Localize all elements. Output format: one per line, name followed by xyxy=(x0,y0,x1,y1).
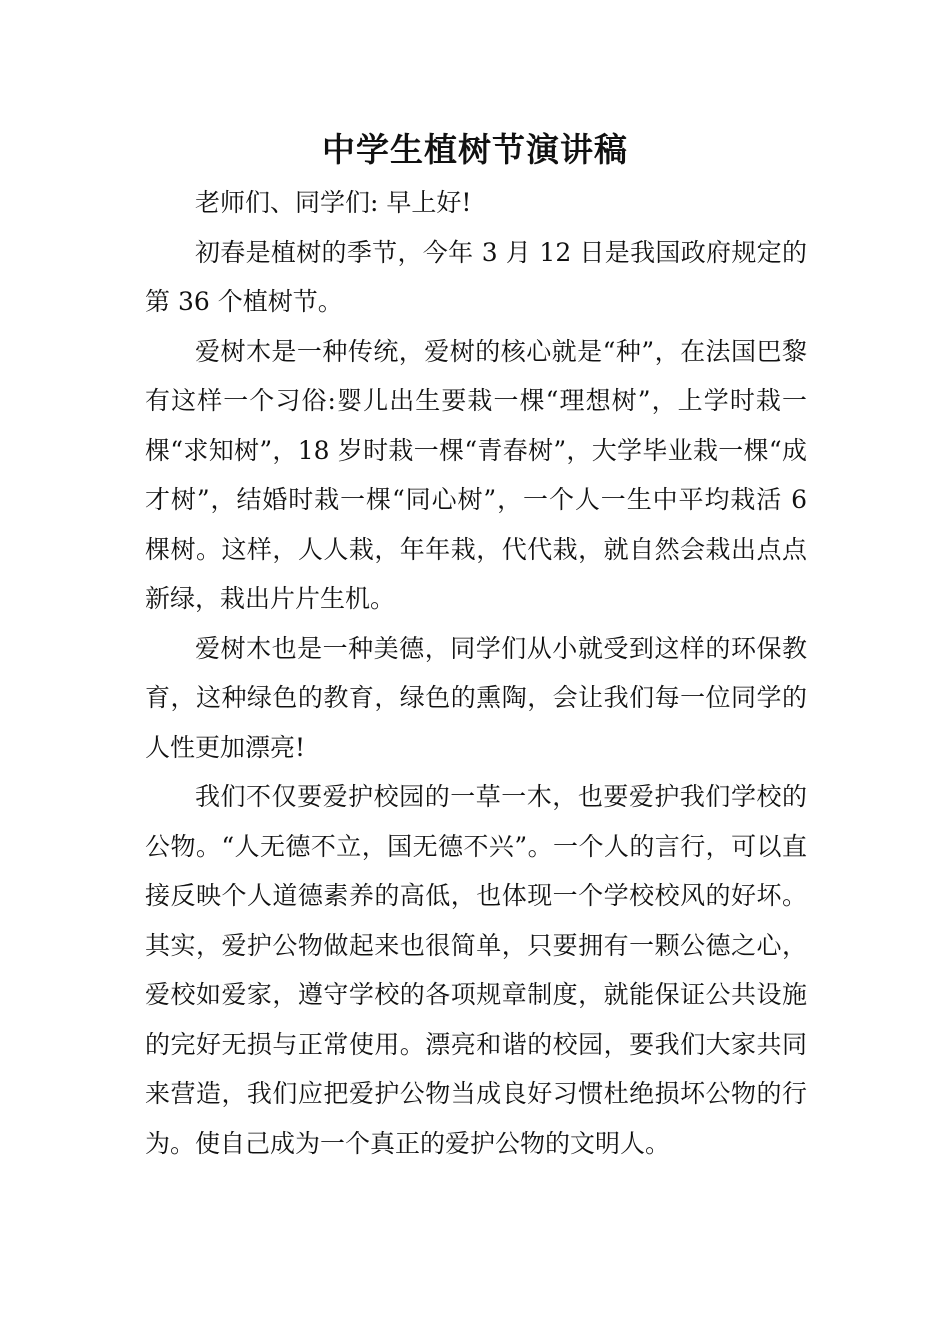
document-body xyxy=(145,178,807,1168)
paragraph-4: 我们不仅要爱护校园的一草一木，也要爱护我们学校的公物。“人无德不立，国无德不兴”。一个人的言行，可以直接反映个人道德素养的高低，也体现一个学校校风的好坏。其实，爱护公物做起来也很简单，只要拥有一颗公德之心，爱校如爱家，遵守学校的各项规章制度，就能保证公共设施的完好无损与正常使用。漂亮和谐的校园，要我们大家共同来营造，我们应把爱护公物当成良好习惯杜绝损坏公物的行为。使自己成为一个真正的爱护公物的文明人。 xyxy=(145,782,807,1158)
paragraph-2: 爱树木是一种传统，爱树的核心就是“种”，在法国巴黎有这样一个习俗:婴儿出生要栽一棵“理想树”，上学时栽一棵“求知树”，18 岁时栽一棵“青春树”，大学毕业栽一棵“成才树”，结婚时栽一棵“同心树”，一个人一生中平均栽活 6 棵树。这样，人人栽，年年栽，代代栽，就自然会栽出点点新绿，栽出片片生机。 xyxy=(145,336,807,613)
paragraph-greeting: 老师们、同学们: 早上好! xyxy=(195,188,472,217)
paragraph-1: 初春是植树的季节，今年 3 月 12 日是我国政府规定的第 36 个植树节。 xyxy=(145,237,807,316)
document-title: 中学生植树节演讲稿 xyxy=(322,130,628,169)
paragraph-3: 爱树木也是一种美德，同学们从小就受到这样的环保教育，这种绿色的教育，绿色的熏陶，会让我们每一位同学的人性更加漂亮! xyxy=(145,633,807,762)
